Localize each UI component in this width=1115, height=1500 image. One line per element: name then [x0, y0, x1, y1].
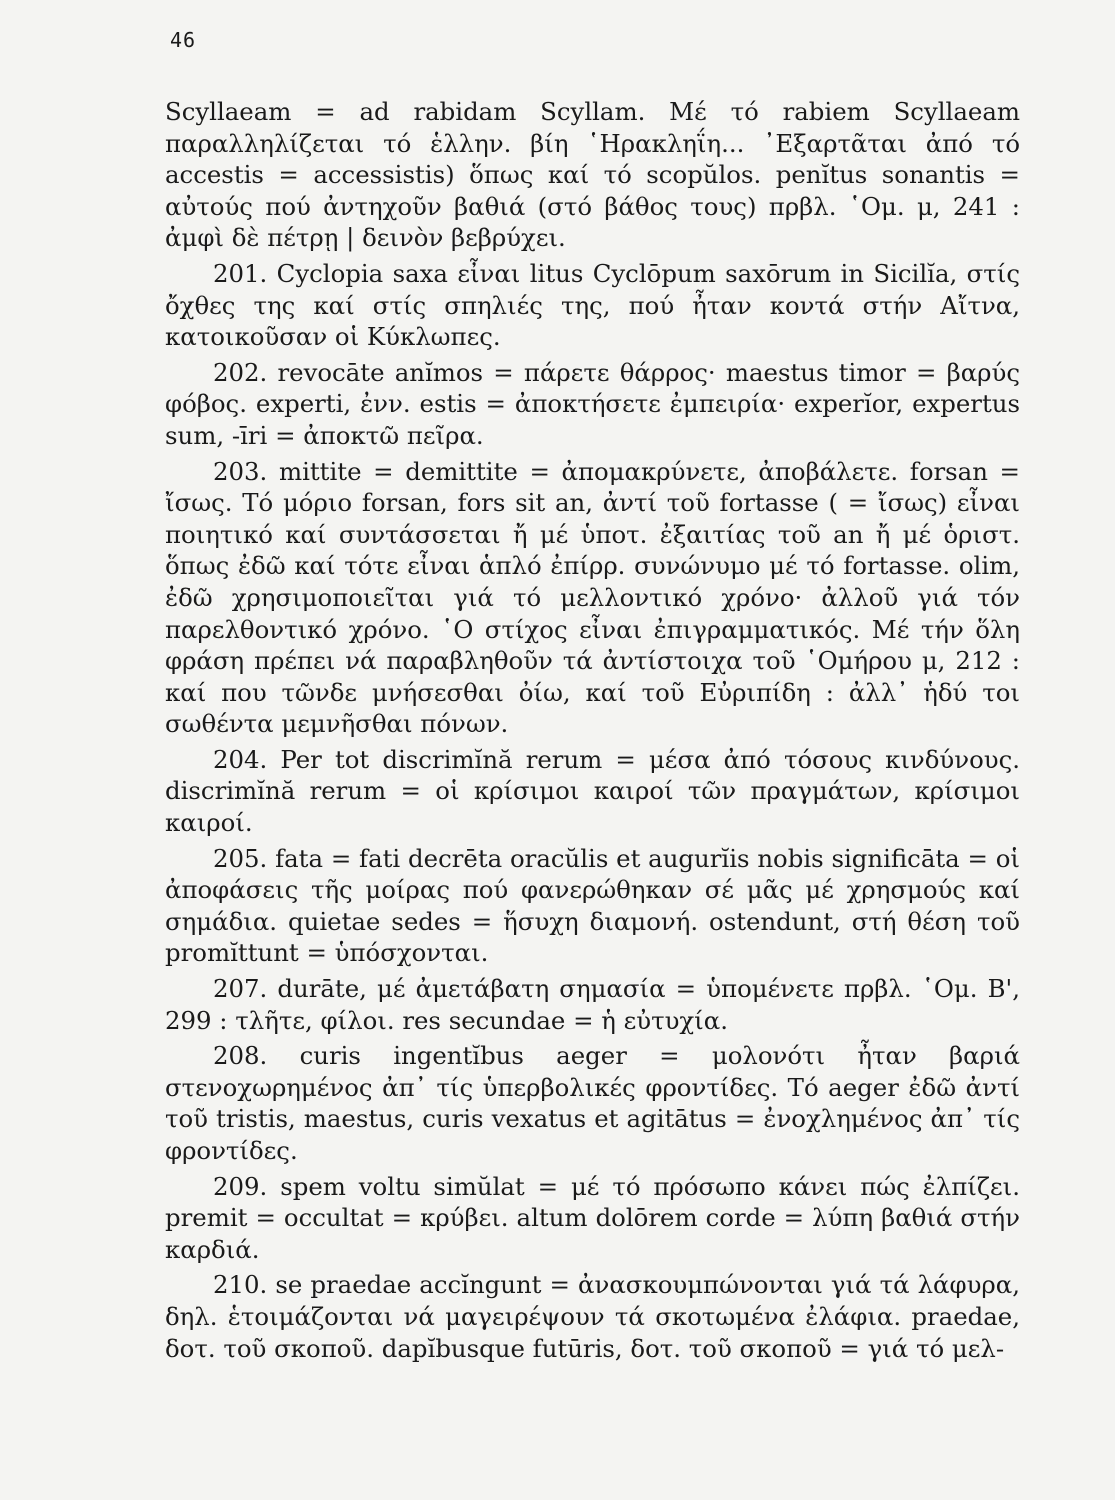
paragraph-205: 205. fata = fati decrēta oracŭlis et augurĭis nobis significāta = οἱ ἀποφάσεις τῆς μοίρας πού φανερώθηκαν σέ μᾶς μέ χρησμούς καί σημάδια. quietae sedes = ἥσυχη διαμονή. ostendunt, στή θέση τοῦ promĭttunt = ὑπόσχονται. — [165, 843, 1020, 968]
paragraph-208: 208. curis ingentĭbus aeger = μολονότι ἦταν βαριά στενοχωρημένος ἀπ᾿ τίς ὑπερβολικές φροντίδες. Τό aeger ἐδῶ ἀντί τοῦ tristis, maestus, curis vexatus et agitātus = ἐνοχλημένος ἀπ᾿ τίς φροντίδες. — [165, 1041, 1020, 1165]
commentary-text — [165, 96, 1020, 1368]
page-number: 46 — [170, 28, 197, 52]
paragraph-207: 207. durāte, μέ ἀμετάβατη σημασία = ὑπομένετε πρβλ. ῾Ομ. Β', 299 : τλῆτε, φίλοι. res secundae = ἡ εὐτυχία. — [165, 974, 1020, 1035]
paragraph-201: 201. Cyclopia saxa εἶναι litus Cyclōpum saxōrum in Sicilĭa, στίς ὄχθες της καί στίς σπηλιές της, πού ἦταν κοντά στήν Αἴτνα, κατοικοῦσαν οἱ Κύκλωπες. — [165, 258, 1020, 352]
paragraph-210: 210. se praedae accĭngunt = ἀνασκουμπώνονται γιά τά λάφυρα, δηλ. ἑτοιμάζονται νά μαγειρέψουν τά σκοτωμένα ἐλάφια. praedae, δοτ. τοῦ σκοποῦ. dapĭbusque futūris, δοτ. τοῦ σκοποῦ = γιά τό μελ- — [165, 1270, 1020, 1363]
paragraph-202: 202. revocāte anĭmos = πάρετε θάρρος· maestus timor = βαρύς φόβος. experti, ἐνν. estis = ἀποκτήσετε ἐμπειρία· experĭor, expertus sum, -īri = ἀποκτῶ πεῖρα. — [165, 357, 1020, 450]
paragraph-204: 204. Per tot discrimĭnă rerum = μέσα ἀπό τόσους κινδύνους. discrimĭnă rerum = οἱ κρίσιμοι καιροί τῶν πραγμάτων, κρίσιμοι καιροί. — [165, 744, 1020, 838]
paragraph-scyllaeam: Scyllaeam = ad rabidam Scyllam. Μέ τό rabiem Scyllaeam παραλληλίζεται τό ἑλλην. βίη ῾Ηρακληΐη... ᾿Εξαρτᾶται ἀπό τό accestis = accessistis) ὅπως καί τό scopŭlos. penĭtus sonantis = αὐτούς πού ἀντηχοῦν βαθιά (στό βάθος τους) πρβλ. ῾Ομ. μ, 241 : ἀμφὶ δὲ πέτρῃ | δεινὸν βεβρύχει. — [165, 97, 1020, 253]
paragraph-203: 203. mittite = demittite = ἀπομακρύνετε, ἀποβάλετε. forsan = ἴσως. Τό μόριο forsan, fors sit an, ἀντί τοῦ fortasse ( = ἴσως) εἶναι ποιητικό καί συντάσσεται ἤ μέ ὑποτ. ἐξαιτίας τοῦ an ἤ μέ ὁριστ. ὅπως ἐδῶ καί τότε εἶναι ἁπλό ἐπίρρ. συνώνυμο μέ τό fortasse. olim, ἐδῶ χρησιμοποιεῖται γιά τό μελλοντικό χρόνο· ἀλλοῦ γιά τόν παρελθοντικό χρόνο. ῾Ο στίχος εἶναι ἐπιγραμματικός. Μέ τήν ὅλη φράση πρέπει νά παραβληθοῦν τά ἀντίστοιχα τοῦ ῾Ομήρου μ, 212 : καί που τῶνδε μνήσεσθαι ὀίω, καί τοῦ Εὐριπίδη : ἀλλ᾿ ἡδύ τοι σωθέντα μεμνῆσθαι πόνων. — [165, 456, 1020, 739]
paragraph-209: 209. spem voltu simŭlat = μέ τό πρόσωπο κάνει πώς ἐλπίζει. premit = occultat = κρύβει. altum dolōrem corde = λύπη βαθιά στήν καρδιά. — [165, 1171, 1020, 1264]
